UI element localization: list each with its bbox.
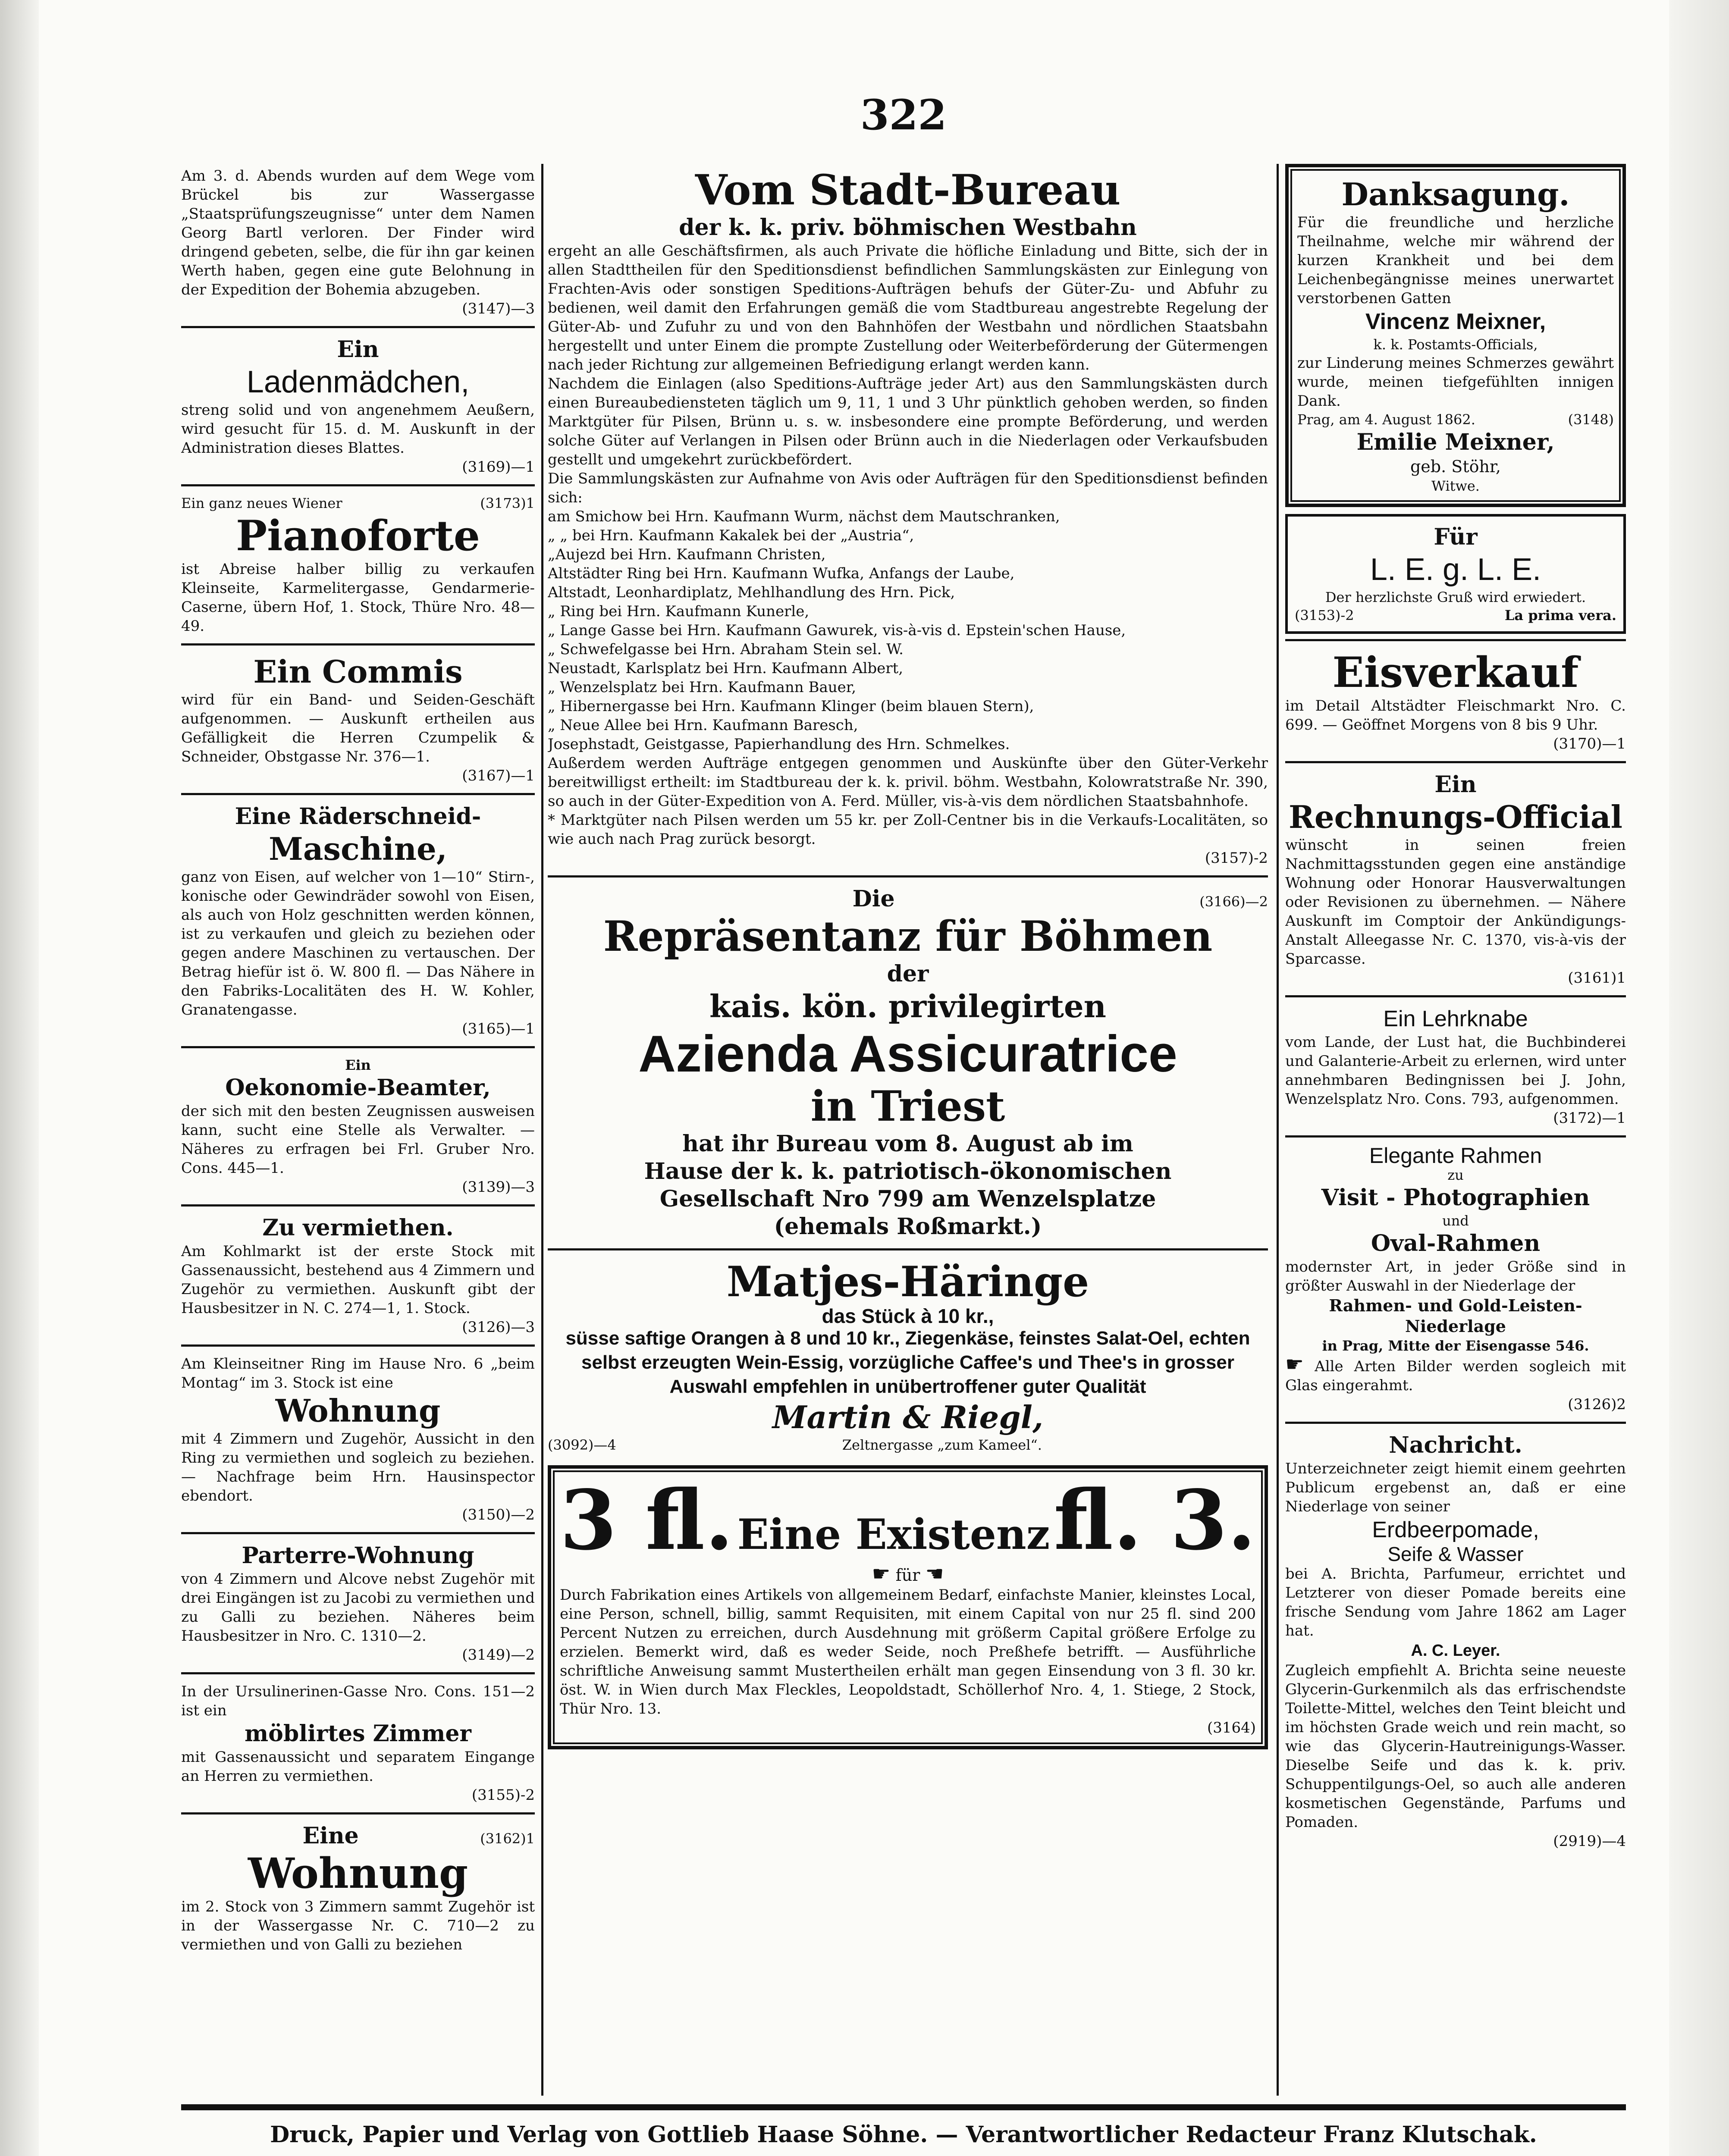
notice-text: Die Sammlungskästen zur Aufnahme von Avis oder Aufträgen für den Speditionsdienst befinden sich: [548,470,1268,506]
ad-title-row [548,885,1268,913]
ad-date: Prag, am 4. August 1862. [1297,411,1475,428]
ad-text [1285,1352,1626,1395]
location-item: „ Ring bei Hrn. Kaufmann Kunerle, [548,603,810,620]
ad-ref: (3169)—1 [462,458,535,476]
ad-title: Pianoforte [235,511,480,560]
westbahn-notice [548,164,1268,870]
ad-text: Zugleich empfiehlt A. Brichta seine neueste Glycerin-Gurkenmilch als das erfrischendste Toilette-Mittel, welches den Teint bleicht und im höchsten Grade weich und rein macht, so wie das Glycerin-Hautreinigungs-Wasser. Dieselbe Seife und das k. k. priv. Schuppentilgungs-Oel, so auch alle anderen kosmetischen Gegenstände, Parfums und Pomaden. [1285,1662,1626,1831]
footer-rule [181,2104,1626,2110]
ad-ref: (3164) [1207,1719,1256,1736]
ad-title: Parterre-Wohnung [242,1542,474,1569]
ad-ref: (3161)1 [1568,969,1626,987]
ad-text: modernster Art, in jeder Größe sind in größter Auswahl in der Niederlage der [1285,1258,1626,1294]
ad-text: der sich mit den besten Zeugnissen ausweisen kann, sucht eine Stelle als Verwalter. — Näheres zu erfragen bei Frl. Gruber Nro. Cons. 445—1. [181,1103,535,1177]
page-edge [1669,0,1729,2156]
ad-ref: (3170)—1 [1553,735,1626,752]
ad-title: Ein Commis [253,653,463,690]
middle-column [548,164,1268,2104]
ad-title: Maschine, [269,830,447,867]
nachricht-ad [1285,1429,1626,1853]
ad-ref: (3149)—2 [462,1646,535,1664]
existenz-title-row [560,1472,1256,1568]
divider [1285,639,1626,641]
price-right: fl. 3. [1054,1472,1256,1568]
ad-title: Niederlage [1405,1316,1506,1336]
notice-text: ergeht an alle Geschäftsfirmen, als auch Private die höfliche Einladung und Bitte, sich der in allen Stadttheilen für den Speditionsdienst befindlichen Sammlungskästen zur Einlegung von Frachten-Avis oder sonstigen Speditions-Aufträgen behufs der Güter-Zu- und Abfuhr zu bedienen, weil damit den Erfahrungen gemäß die vom Stadtbureau angestrebte Regelung der Güter-Ab- und Zufuhr zu und von den Bahnhöfen der Westbahn und nördlichen Staatsbahn hergestellt und unter Einem die prompte Zustellung oder Weiterbeförderung der Gütermengen nach jeder Richtung zur allgemeinen Befriedigung erlangt werden kann. [548,242,1268,373]
ad-price: das Stück à 10 kr., [822,1305,994,1327]
ad-intro-row [181,494,535,512]
ad-title: Eine [302,1823,359,1849]
ad-title: der [887,961,929,987]
wohnung-ad [181,1352,535,1527]
pointing-hand-icon: ☛ [1285,1352,1304,1376]
ad-title: Ein [345,1057,371,1073]
divider [181,484,535,486]
ad-title: Eine Räderschneid- [235,803,481,830]
ad-text: süsse saftige Orangen à 8 und 10 kr., Ziegenkäse, feinstes Salat-Oel, echten selbst erzeugten Wein-Essig, vorzügliche Caffee's und Thee's in grosser Auswahl empfehlen in unübertroffener guter Qualität [565,1328,1250,1397]
divider [1285,1422,1626,1424]
divider [181,1672,535,1674]
ad-ref: (3147)—3 [462,300,535,317]
location-item: Altstädter Ring bei Hrn. Kaufmann Wufka, Anfangs der Laube, [548,565,1015,582]
ad-name: Vincenz Meixner, [1365,309,1546,334]
location-item: Josephstadt, Geistgasse, Papierhandlung des Hrn. Schmelkes. [548,736,1010,753]
divider [181,1344,535,1347]
ad-text: wünscht in seinen freien Nachmittagsstunden gegen eine anständige Wohnung oder Honorar Hausverwaltungen oder Revisionen zu übernehmen. — Nähere Auskunft im Comptoir der Ankündigungs-Anstalt Alleegasse Nr. C. 1370, vis-à-vis der Sparcasse. [1285,837,1626,968]
ad-ref: (2919)—4 [1553,1833,1626,1850]
ad-text: Für die freundliche und herzliche Theilnahme, welche mir während der kurzen Krankheit und bei dem Leichenbegängnisse meines unerwartet verstorbenen Gatten [1297,214,1614,307]
ad-text: zur Linderung meines Schmerzes gewährt wurde, meinen tiefgefühlten innigen Dank. [1297,354,1614,410]
divider [181,793,535,795]
ad-title: möblirtes Zimmer [245,1720,471,1747]
ad-text: Am Kohlmarkt ist der erste Stock mit Gassenaussicht, bestehend aus 4 Zimmern und Zugehör zu vermiethen. Auskunft gibt der Hausbesitzer in N. C. 274—1, 1. Stock. [181,1243,535,1317]
notice-text: * Marktgüter nach Pilsen werden um 55 kr. per Zoll-Centner bis in die Verkaufs-Localitäten, so wie auch nach Prag zurück besorgt. [548,812,1268,848]
location-item: „ Lange Gasse bei Hrn. Kaufmann Gawurek, vis-à-vis d. Epstein'schen Hause, [548,622,1126,639]
rahmen-ad [1285,1143,1626,1416]
ad-ref: (3126)2 [1568,1396,1626,1413]
ad-title: Eisverkauf [1332,648,1579,697]
ad-signer: A. C. Leyer. [1411,1642,1500,1660]
newspaper-page [181,91,1626,2126]
wohnung2-ad [181,1820,535,1957]
ad-ref: (3155)-2 [471,1786,535,1804]
azienda-ad [548,883,1268,1243]
rechnung-ad [1285,768,1626,990]
ad-ref: (3166)—2 [1199,893,1268,910]
ad-text: bei A. Brichta, Parfumeur, errichtet und Letzterer von dieser Pomade bereits eine frische Sendung vom Jahre 1862 am Lager hat. [1285,1565,1626,1639]
ad-word: und [1442,1213,1469,1229]
ad-signer-born: geb. Stöhr, [1410,457,1501,476]
ad-word: für [895,1566,920,1585]
ad-text: Der herzlichste Gruß wird erwiedert. [1325,589,1586,605]
ad-footer-row [1295,606,1616,624]
ad-title: Zu vermiethen. [262,1215,454,1241]
commis-ad [181,651,535,788]
ad-ref: (3150)—2 [462,1506,535,1523]
ad-role: k. k. Postamts-Officials, [1373,336,1538,353]
ad-text: ist Abreise halber billig zu verkaufen Kleinseite, Karmelitergasse, Gendarmerie-Caserne, übern Hof, 1. Stock, Thüre Nro. 48—49. [181,561,535,635]
ad-title: Nachricht. [1389,1432,1522,1458]
ad-title-row [181,1822,535,1850]
notice-subtitle: der k. k. priv. böhmischen Westbahn [679,214,1137,241]
location-item: „ Wenzelsplatz bei Hrn. Kaufmann Bauer, [548,679,857,696]
ad-line: Hause der k. k. patriotisch-ökonomischen [644,1158,1172,1185]
ad-title: kais. kön. privilegirten [709,988,1106,1025]
ad-signer-note: Witwe. [1431,478,1480,494]
danksagung-ad [1285,164,1626,507]
ad-title: Elegante Rahmen [1369,1144,1542,1168]
column-rule-right [1277,164,1279,2096]
ad-title: Wohnung [248,1849,468,1898]
divider [1285,761,1626,763]
ad-intro: Am Kleinseitner Ring im Hause Nro. 6 „beim Montag“ im 3. Stock ist eine [181,1355,535,1391]
ad-signer: Emilie Meixner, [1356,429,1555,455]
ad-title: L. E. g. L. E. [1370,552,1541,587]
ad-ref: (3092)—4 [548,1437,616,1453]
ad-text: von 4 Zimmern und Alcove nebst Zugehör mit drei Eingängen ist zu Jacobi zu vermiethen und zu Galli zu beziehen. Näheres beim Hausbesitzer in Nro. C. 1310—2. [181,1570,535,1645]
ad-title: Visit - Photographien [1321,1185,1590,1211]
ad-title: in Triest [810,1082,1005,1131]
ad-intro: In der Ursulinerinen-Gasse Nro. Cons. 151—2 ist ein [181,1683,535,1719]
ad-text: im 2. Stock von 3 Zimmern sammt Zugehör ist in der Wassergasse Nr. C. 710—2 zu vermiethen und von Galli zu beziehen [181,1898,535,1953]
ad-text: Unterzeichneter zeigt hiemit einem geehrten Publicum ergebenst an, daß er eine Niederlage von seiner [1285,1460,1626,1515]
ad-text: mit Gassenaussicht und separatem Eingange an Herren zu vermiethen. [181,1749,535,1785]
location-item: „ Hibernergasse bei Hrn. Kaufmann Klinger (beim blauen Stern), [548,698,1034,715]
ad-title: Matjes-Häringe [726,1257,1089,1306]
ad-title: Oekonomie-Beamter, [225,1075,491,1101]
ad-title: Für [1434,524,1478,550]
zimmer-ad [181,1680,535,1807]
ad-title: Die [852,886,895,912]
ad-text: im Detail Altstädter Fleischmarkt Nro. C. 699. — Geöffnet Morgens von 8 bis 9 Uhr. [1285,697,1626,733]
location-item: Altstadt, Leonhardiplatz, Mehlhandlung des Hrn. Pick, [548,584,955,601]
existenz-ad [548,1465,1268,1749]
ad-footer-row [548,1436,1268,1454]
price-left: 3 fl. [560,1472,734,1568]
location-item: am Smichow bei Hrn. Kaufmann Wurm, nächst dem Mautschranken, [548,508,1060,525]
ad-date-row [1297,411,1614,429]
divider [181,1532,535,1534]
ad-ref: (3157)-2 [1205,849,1268,867]
right-column [1285,164,1626,2104]
ad-title: Ein [337,336,379,363]
notice-text: Außerdem werden Aufträge entgegen genommen und Auskünfte über den Güter-Verkehr bereitwilligst ertheilt: im Stadtbureau der k. k. privil. böhm. Westbahn, Kolowratstraße Nr. 390, so auch in der Güter-Expedition von A. Ferd. Müller, vis-à-vis dem nördlichen Staatsbahnhofe. [548,755,1268,810]
location-item: „ „ bei Hrn. Kaufmann Kakalek bei der „Austria“, [548,527,914,544]
ad-address: Zeltnergasse „zum Kameel“. [842,1437,1042,1453]
raederschneid-ad [181,800,535,1041]
ad-title: Rahmen- und Gold-Leisten- [1329,1296,1582,1315]
ad-ref: (3139)—3 [462,1178,535,1196]
ad-line: Gesellschaft Nro 799 am Wenzelsplatze [659,1186,1156,1212]
ad-title: Repräsentanz für Böhmen [603,912,1213,961]
divider [181,1812,535,1814]
ad-line: hat ihr Bureau vom 8. August ab im [682,1131,1133,1157]
vermiethen-ad [181,1212,535,1339]
ad-text: Durch Fabrikation eines Artikels von allgemeinem Bedarf, einfachste Manier, kleinstes Local, eine Person, schnell, billig, sammt Requisiten, mit einem Capital von nur 25 fl. sind 200 Percent Nutzen zu erreichen, durch Ausdehnung mit größerm Capital größere Erfolge zu erzielen. Bemerkt wird, daß es weder Seide, noch Preßhefe betrifft. — Ausführliche schriftliche Anweisung sammt Mustertheilen erhält man gegen Einsendung von 3 fl. 30 kr. öst. W. in Wien durch Max Fleckles, Leopoldstadt, Schöllerhof Nro. 4, 1. Stiege, 2 Stock, Thür Nro. 13. [560,1586,1256,1717]
column-rule-left [541,164,543,2096]
pointing-hand-icon: ☚ [925,1562,944,1586]
divider [1285,995,1626,997]
ad-line: (ehemals Roßmarkt.) [774,1213,1042,1240]
eisverkauf-ad [1285,646,1626,756]
ad-sign: La prima vera. [1504,607,1616,624]
divider [548,1248,1268,1250]
page-number: 322 [860,91,947,139]
ad-title: Rechnungs-Official [1289,799,1622,835]
ad-text: vom Lande, der Lust hat, die Buchbinderei und Galanterie-Arbeit zu erlernen, wird unter annehmbaren Bedingnissen bei J. John, Wenzelsplatz Nro. Cons. 793, aufgenommen. [1285,1034,1626,1108]
ad-title: Danksagung. [1341,176,1570,213]
matjes-ad [548,1256,1268,1457]
location-item: „Aujezd bei Hrn. Kaufmann Christen, [548,546,826,563]
ad-ref: (3153)-2 [1295,607,1354,624]
ad-address: in Prag, Mitte der Eisengasse 546. [1322,1338,1589,1354]
ad-ref: (3162)1 [480,1830,535,1847]
ad-title: Wohnung [275,1392,441,1429]
ad-product: Erdbeerpomade, [1372,1517,1539,1542]
ad-intro: Ein ganz neues Wiener [181,495,342,511]
ad-text: streng solid und von angenehmem Aeußern, wird gesucht für 15. d. M. Auskunft in der Administration dieses Blattes. [181,401,535,457]
oekonomie-ad [181,1053,535,1199]
ad-word: zu [1447,1167,1464,1183]
lehrknabe-ad [1285,1003,1626,1130]
location-item: „ Schwefelgasse bei Hrn. Abraham Stein sel. W. [548,641,904,658]
notice-title: Vom Stadt-Bureau [695,166,1121,214]
lost-notice-text: Am 3. d. Abends wurden auf dem Wege vom Brückel bis zur Wassergasse „Staatsprüfungszeugnisse“ unter dem Namen Georg Bartl verloren. Der Finder wird dringend gebeten, selbe, die für ihn gar keinen Werth haben, gegen eine gute Belohnung in der Expedition der Bohemia abzugeben. [181,167,535,298]
legle-ad [1285,514,1626,634]
lost-notice-ad [181,164,535,321]
location-list [548,507,1268,754]
divider [1285,1135,1626,1138]
ad-title: Ladenmädchen, [246,365,470,399]
ad-ref: (3167)—1 [462,767,535,784]
ad-ref: (3173)1 [480,495,535,511]
divider [181,643,535,646]
notice-text: Nachdem die Einlagen (also Speditions-Aufträge jeder Art) aus den Sammlungskästen durch einen Bureaubediensteten täglich um 9, 11, 1 und 3 Uhr pünktlich gehoben werden, so finden Marktgüter für Pilsen, Brünn u. s. w. insbesondere eine prompte Beförderung, und werden solche Güter auf Verlangen in Pilsen oder Brünn auch in die Niederlagen oder Verkaufsbuden gestellt und umgekehrt zurückbefördert. [548,375,1268,468]
divider [181,1204,535,1206]
ad-text: wird für ein Band- und Seiden-Geschäft aufgenommen. — Auskunft ertheilen aus Gefälligkeit die Herren Czumpelik & Schneider, Obstgasse Nr. 376—1. [181,691,535,765]
location-item: „ Neue Allee bei Hrn. Kaufmann Baresch, [548,717,858,734]
ad-ref: (3165)—1 [462,1020,535,1037]
parterre-ad [181,1539,535,1667]
divider [548,875,1268,877]
left-column [181,164,535,2104]
ad-title: Eine Existenz [737,1510,1050,1559]
pointing-hand-icon: ☛ [872,1562,891,1586]
ad-ref: (3148) [1568,411,1614,428]
ad-product: Seife & Wasser [1387,1543,1524,1565]
ad-signature: Martin & Riegl, [772,1399,1044,1435]
ad-title: Azienda Assicuratrice [638,1025,1177,1083]
ad-ref: (3126)—3 [462,1319,535,1336]
ad-ref: (3172)—1 [1553,1109,1626,1127]
binding-shadow [0,0,39,2156]
ad-title: Ein [1434,771,1477,798]
pianoforte-ad [181,492,535,638]
ad-text: mit 4 Zimmern und Zugehör, Aussicht in den Ring zu vermiethen und sogleich zu beziehen. — Nachfrage beim Hrn. Hausinspector ebendort. [181,1430,535,1504]
imprint-footer: Druck, Papier und Verlag von Gottlieb Haase Söhne. — Verantwortlicher Redacteur Franz Klutschak. [270,2122,1537,2148]
divider [181,1046,535,1048]
ad-text-inline: Alle Arten Bilder werden sogleich mit Glas eingerahmt. [1285,1358,1626,1394]
divider [181,326,535,328]
ad-title: Ein Lehrknabe [1383,1006,1528,1031]
ladenmaedchen-ad [181,333,535,479]
ad-title: Oval-Rahmen [1371,1230,1541,1257]
ad-text: ganz von Eisen, auf welcher von 1—10“ Stirn-, konische oder Gewindräder sowohl von Eisen, als auch von Holz geschnitten werden können, ist zu verkaufen und gleich zu beziehen oder gegen andere Maschinen zu vertauschen. Der Betrag hiefür ist ö. W. 800 fl. — Das Nähere in den Fabriks-Localitäten des H. W. Kohler, Granatengasse. [181,868,535,1018]
location-item: Neustadt, Karlsplatz bei Hrn. Kaufmann Albert, [548,660,904,677]
